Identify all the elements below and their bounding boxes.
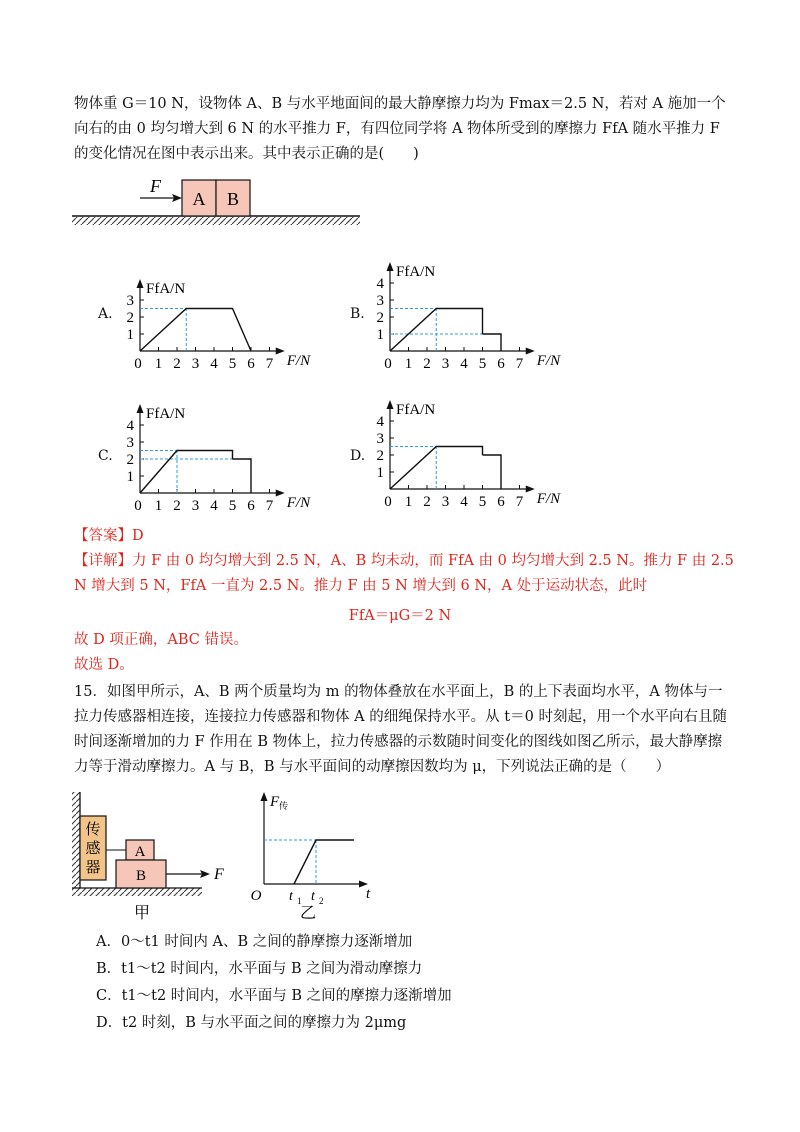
y-tick-label: 1 [126, 327, 134, 343]
y-axis-label-sub: 传 [279, 801, 289, 811]
data-line [140, 309, 251, 352]
chart-a [118, 248, 328, 383]
y-tick-label: 4 [376, 276, 384, 292]
y-axis-arrow [137, 279, 144, 288]
chart-c [118, 382, 328, 525]
x-tick-label: 4 [460, 494, 468, 510]
y-axis-arrow [261, 792, 268, 801]
q14-block-diagram [70, 170, 370, 230]
x-tick-label: 0 [134, 498, 142, 514]
y-tick-label: 2 [126, 452, 134, 468]
x-tick-label: 1 [154, 498, 163, 514]
y-tick-label: 2 [376, 310, 384, 326]
q14-stem: 物体重 G＝10 N，设物体 A、B 与水平地面间的最大静摩擦力均为 Fmax＝2.5 N，若对 A 施加一个向右的由 0 均匀增大到 6 N 的水平推力 F，有四位同学将 A 物体所受到的摩擦力 FfA 随水平推力 F 的变化情况在图中表示出来。其中表示正确的是( ) [74, 96, 726, 162]
x-tick-label: 7 [265, 498, 274, 514]
q14-detail: 【详解】力 F 由 0 均匀增大到 2.5 N，A、B 均未动，而 FfA 由 0 均匀增大到 2.5 N。推力 F 由 2.5 N 增大到 5 N，FfA 一直为 2.5 N。推力 F 由 5 N 增大到 6 N，A 处于运动状态，此时 [74, 553, 734, 594]
q15-figure-yi [250, 790, 380, 925]
y-axis-arrow [387, 400, 394, 409]
q14-conclusion: 故 D 项正确，ABC 错误。 [74, 632, 248, 648]
x-tick-label: 4 [210, 356, 218, 372]
x-tick-label: 5 [478, 494, 487, 510]
chart-d-option: D. [350, 448, 366, 464]
block-a-label: A [192, 189, 206, 209]
data-line [233, 459, 252, 493]
y-tick-label: 1 [126, 469, 134, 485]
y-axis-arrow [137, 404, 144, 413]
x-tick-label: 1 [154, 356, 163, 372]
y-tick-label: 3 [126, 435, 134, 451]
x-tick-label: 7 [515, 356, 524, 372]
y-axis-arrow [387, 262, 394, 271]
x-tick-label: t [311, 889, 315, 904]
q15-option-d: D．t2 时刻，B 与水平面之间的摩擦力为 2μmg [96, 1015, 407, 1031]
q14-equation: FfA＝μG＝2 N [348, 608, 452, 624]
q15-option-a: A．0～t1 时间内 A、B 之间的静摩擦力逐渐增加 [96, 934, 413, 950]
x-axis-label: t [366, 886, 371, 902]
q14-choice: 故选 D。 [74, 657, 134, 673]
chart-d [368, 378, 578, 521]
chart-b-option: B. [350, 306, 365, 322]
y-tick-label: 3 [126, 293, 134, 309]
y-axis-label: FfA/N [396, 402, 436, 418]
data-line [140, 451, 233, 494]
x-tick-label: 6 [497, 356, 505, 372]
y-axis-label: F [270, 794, 280, 810]
force-label: F [150, 176, 161, 196]
x-tick-label: 6 [247, 498, 255, 514]
q14-answer: 【答案】D [74, 528, 144, 544]
block-b-label: B [226, 189, 240, 209]
data-line [483, 334, 502, 351]
y-axis-label: FfA/N [146, 406, 186, 422]
y-tick-label: 4 [126, 418, 134, 434]
x-tick-label: 1 [404, 494, 413, 510]
x-axis-arrow [276, 490, 285, 497]
chart-c-option: C. [98, 448, 113, 464]
x-tick-label: 2 [423, 494, 431, 510]
x-tick-label: 0 [384, 494, 392, 510]
chart-a-option: A. [98, 306, 113, 322]
x-tick-label: 6 [247, 356, 255, 372]
y-axis-label: FfA/N [146, 281, 186, 297]
y-axis-label: FfA/N [396, 264, 436, 280]
data-line [294, 840, 354, 884]
sensor-char-2: 感 [85, 841, 101, 857]
x-tick-label: 3 [441, 356, 450, 372]
x-axis-arrow [526, 348, 535, 355]
fig-b-label: B [135, 868, 147, 884]
x-tick-label: 2 [173, 356, 181, 372]
x-axis-label: F/N [536, 491, 561, 507]
x-tick-label: 4 [210, 498, 218, 514]
y-tick-label: 1 [376, 465, 384, 481]
y-tick-label: 3 [376, 293, 384, 309]
x-tick-label: 3 [191, 356, 200, 372]
x-tick-label: 4 [460, 356, 468, 372]
x-tick-label: 7 [515, 494, 524, 510]
x-tick-label: 5 [228, 356, 237, 372]
origin-label: O [250, 888, 262, 904]
x-axis-arrow [276, 348, 285, 355]
x-axis-label: F/N [286, 353, 311, 369]
q15-option-b: B．t1～t2 时间内，水平面与 B 之间为滑动摩擦力 [96, 961, 423, 977]
x-tick-label: 0 [134, 356, 142, 372]
x-tick-label: 5 [228, 498, 237, 514]
data-line [483, 455, 502, 489]
sensor-char-3: 器 [85, 860, 101, 876]
q15-option-c: C．t1～t2 时间内，水平面与 B 之间的摩擦力逐渐增加 [96, 988, 452, 1004]
fig-yi-caption: 乙 [299, 905, 317, 922]
x-tick-label: 2 [423, 356, 431, 372]
sensor-char-1-vis: 传 [85, 822, 101, 838]
y-tick-label: 3 [376, 431, 384, 447]
x-tick-label: 7 [265, 356, 274, 372]
q15-stem: 15．如图甲所示，A、B 两个质量均为 m 的物体叠放在水平面上，B 的上下表面均水平，A 物体与一拉力传感器相连接，连接拉力传感器和物体 A 的细绳保持水平。从 t＝0 时刻起，用一个水平向右且随时间逐渐增加的力 F 作用在 B 物体上，拉力传感器的示数随时间变化的图线如图乙所示，最大静摩擦力等于滑动摩擦力。A 与 B，B 与水平面间的动摩擦因数均为 μ，下列说法正确的是（ ） [74, 684, 727, 775]
x-tick-label-sub: 2 [319, 896, 324, 906]
y-tick-label: 1 [376, 327, 384, 343]
x-tick-label: t [289, 889, 293, 904]
x-tick-label: 2 [173, 498, 181, 514]
y-tick-label: 2 [376, 448, 384, 464]
y-tick-label: 2 [126, 310, 134, 326]
fig-f-label: F [214, 866, 224, 883]
x-tick-label: 6 [497, 494, 505, 510]
x-tick-label: 3 [441, 494, 450, 510]
y-tick-label: 4 [376, 414, 384, 430]
x-tick-label: 0 [384, 356, 392, 372]
x-axis-arrow [526, 486, 535, 493]
q15-figure-jia [70, 790, 240, 925]
fig-jia-caption: 甲 [133, 905, 151, 922]
x-tick-label: 3 [191, 498, 200, 514]
x-axis-label: F/N [536, 353, 561, 369]
fig-a-label: A [134, 844, 146, 860]
x-tick-label: 5 [478, 356, 487, 372]
x-tick-label: 1 [404, 356, 413, 372]
x-tick-label-sub: 1 [297, 896, 302, 906]
chart-b [368, 240, 578, 383]
x-axis-label: F/N [286, 495, 311, 511]
